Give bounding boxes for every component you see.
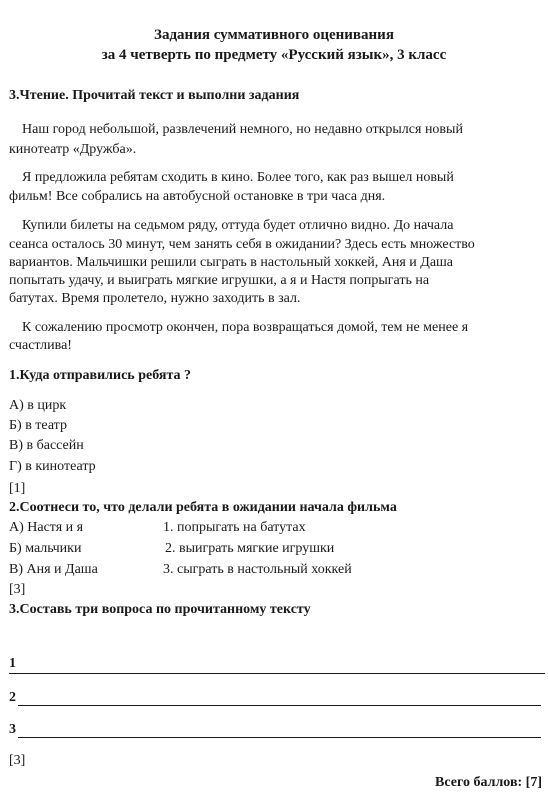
match-left-item: А) Настя и я xyxy=(9,520,84,535)
match-right-item: 3. сыграть в настольный хоккей xyxy=(163,562,352,577)
text-line: Я предложила ребятам сходить в кино. Более того, как раз вышел новый xyxy=(22,170,454,185)
answer-option: Б) в театр xyxy=(9,418,67,433)
answer-line[interactable] xyxy=(18,705,541,706)
text-line: К сожалению просмотр окончен, пора возвращаться домой, тем не менее я xyxy=(22,320,469,335)
score-q3: [3] xyxy=(9,753,26,768)
score-q1: [1] xyxy=(9,481,26,496)
text-line: батутах. Время пролетело, нужно заходить в зал. xyxy=(9,291,301,306)
text-line: фильм! Все собрались на автобусной остановке в три часа дня. xyxy=(9,189,386,204)
text-line: сеанса осталось 30 минут, чем занять себя в ожидании? Здесь есть множество xyxy=(9,237,475,252)
answer-number: 1 xyxy=(9,656,16,671)
match-right-item: 1. попрыгать на батутах xyxy=(163,520,306,535)
question-2: 2.Соотнеси то, что делали ребята в ожидании начала фильма xyxy=(9,500,397,515)
total-score: Всего баллов: [7] xyxy=(435,775,542,790)
answer-number: 2 xyxy=(9,690,16,705)
match-left-item: Б) мальчики xyxy=(9,541,82,556)
text-line: Купили билеты на седьмом ряду, оттуда будет отлично видно. До начала xyxy=(22,218,454,233)
answer-option: А) в цирк xyxy=(9,398,67,413)
answer-line[interactable] xyxy=(18,737,541,738)
page-subtitle: за 4 четверть по предмету «Русский язык», 3 класс xyxy=(101,47,447,63)
text-line: попытать удачу, и выиграть мягкие игрушки, а я и Настя попрыгать на xyxy=(9,273,430,288)
answer-option: В) в бассейн xyxy=(9,438,84,453)
text-line: вариантов. Мальчишки решили сыграть в настольный хоккей, Аня и Даша xyxy=(9,255,454,270)
section-heading: 3.Чтение. Прочитай текст и выполни задания xyxy=(9,88,300,103)
page-title: Задания суммативного оценивания xyxy=(154,27,394,43)
match-left-item: В) Аня и Даша xyxy=(9,562,98,577)
text-line: Наш город небольшой, развлечений немного, но недавно открылся новый xyxy=(22,122,463,137)
text-line: кинотеатр «Дружба». xyxy=(9,142,137,157)
text-line: счастлива! xyxy=(9,338,72,353)
answer-option: Г) в кинотеатр xyxy=(9,459,96,474)
match-right-item: 2. выиграть мягкие игрушки xyxy=(165,541,335,556)
score-q2: [3] xyxy=(9,582,26,597)
answer-line[interactable] xyxy=(9,673,545,674)
answer-number: 3 xyxy=(9,722,16,737)
question-3: 3.Составь три вопроса по прочитанному тексту xyxy=(9,602,311,617)
question-1: 1.Куда отправились ребята ? xyxy=(9,368,191,383)
